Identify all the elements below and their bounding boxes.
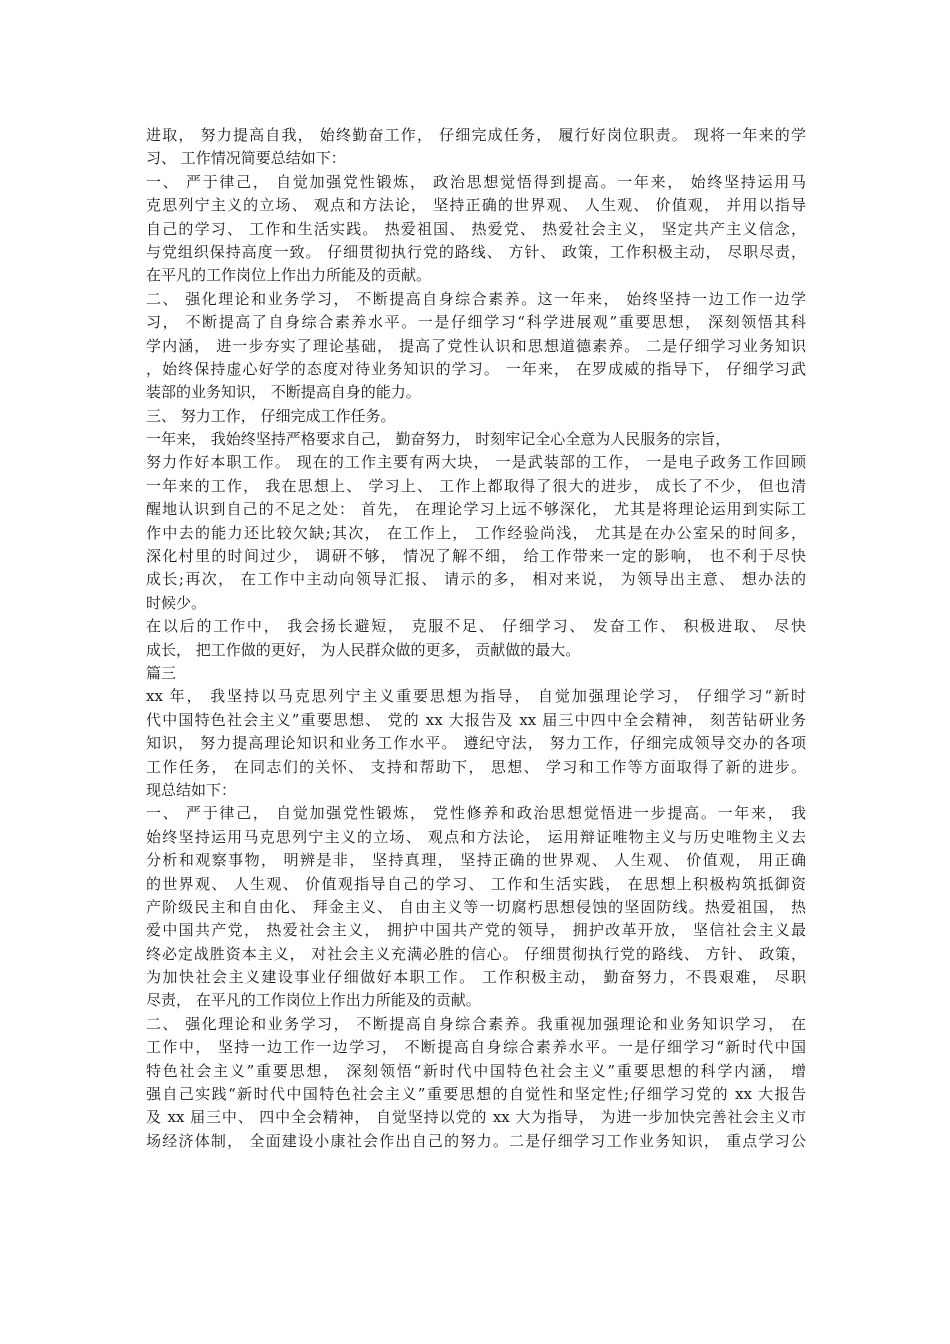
text-line: 工作任务， 在同志们的关怀、 支持和帮助下， 思想、 学习和工作等方面取得了新的进步。: [146, 757, 806, 776]
text-line: 克思列宁主义的立场、 观点和方法论， 坚持正确的世界观、 人生观、 价值观， 并用以指导: [146, 196, 806, 215]
text-line: 终必定战胜资本主义， 对社会主义充满必胜的信心。 仔细贯彻执行党的路线、 方针、 政策，: [146, 944, 806, 963]
text-line: 工作中， 坚持一边工作一边学习， 不断提高自身综合素养水平。一是仔细学习“新时代中国: [146, 1038, 806, 1057]
text-line: 二、 强化理论和业务学习， 不断提高自身综合素养。我重视加强理论和业务知识学习， 在: [146, 1014, 806, 1033]
text-line: 与党组织保持高度一致。 仔细贯彻执行党的路线、 方针、 政策，工作积极主动， 尽职尽责，: [146, 242, 806, 261]
text-line: 醒地认识到自己的不足之处： 首先， 在理论学习上远不够深化， 尤其是将理论运用到实际工: [146, 500, 806, 519]
text-line: 一、 严于律己， 自觉加强党性锻炼， 政治思想觉悟得到提高。一年来， 始终坚持运用马: [146, 172, 806, 191]
text-line: 现总结如下：: [146, 780, 237, 799]
text-line: 努力作好本职工作。 现在的工作主要有两大块， 一是武装部的工作， 一是电子政务工作回顾: [146, 453, 806, 472]
text-line: 学内涵， 进一步夯实了理论基础， 提高了党性认识和思想道德素养。 二是仔细学习业务知识: [146, 336, 806, 355]
text-line: 场经济体制， 全面建设小康社会作出自己的努力。二是仔细学习工作业务知识， 重点学习公: [146, 1131, 806, 1150]
text-line: 一年来， 我始终坚持严格要求自己， 勤奋努力， 时刻牢记全心全意为人民服务的宗旨，: [146, 430, 731, 449]
text-line: 分析和观察事物， 明辨是非， 坚持真理， 坚持正确的世界观、 人生观、 价值观， 用正确: [146, 851, 806, 870]
text-line: 爱中国共产党， 热爱社会主义， 拥护中国共产党的领导， 拥护改革开放， 坚信社会主义最: [146, 921, 806, 940]
text-line: 进取， 努力提高自我， 始终勤奋工作， 仔细完成任务， 履行好岗位职责。 现将一年来的学: [146, 126, 806, 144]
text-line: xx 年， 我坚持以马克思列宁主义重要思想为指导， 自觉加强理论学习， 仔细学习“新时: [146, 687, 806, 706]
text-line: 及 xx 届三中、 四中全会精神， 自觉坚持以党的 xx 大为指导， 为进一步加快完善社会主义市: [146, 1108, 806, 1127]
text-line: 产阶级民主和自由化、 拜金主义、 自由主义等一切腐朽思想侵蚀的坚固防线。热爱祖国， 热: [146, 897, 806, 916]
text-line: 成长， 把工作做的更好， 为人民群众做的更多， 贡献做的最大。: [146, 640, 581, 659]
text-line: 习， 不断提高了自身综合素养水平。一是仔细学习“科学进展观”重要思想， 深刻领悟其科: [146, 313, 806, 332]
text-line: 作中去的能力还比较欠缺;其次， 在工作上， 工作经验尚浅， 尤其是在办公室呆的时间多，: [146, 523, 806, 542]
text-line: 时候少。: [146, 593, 207, 612]
text-line: 知识， 努力提高理论知识和业务工作水平。 遵纪守法， 努力工作，仔细完成领导交办的各项: [146, 734, 806, 753]
text-line: 成长;再次， 在工作中主动向领导汇报、 请示的多， 相对来说， 为领导出主意、 想办法的: [146, 570, 806, 589]
text-line: 强自己实践“新时代中国特色社会主义”重要思想的自觉性和坚定性;仔细学习党的 xx 大报告: [146, 1085, 806, 1104]
text-line: 在平凡的工作岗位上作出力所能及的贡献。: [146, 266, 432, 285]
text-line: 一、 严于律己， 自觉加强党性锻炼， 党性修养和政治思想觉悟进一步提高。一年来， 我: [146, 804, 806, 823]
text-line: 代中国特色社会主义”重要思想、 党的 xx 大报告及 xx 届三中四中全会精神， 刻苦钻研业务: [146, 710, 806, 729]
text-line: 装部的业务知识， 不断提高自身的能力。: [146, 383, 421, 402]
text-line: 的世界观、 人生观、 价值观指导自己的学习、 工作和生活实践， 在思想上积极构筑抵御资: [146, 874, 806, 893]
text-line: 始终坚持运用马克思列宁主义的立场、 观点和方法论， 运用辩证唯物主义与历史唯物主义去: [146, 827, 806, 846]
text-line: ，始终保持虚心好学的态度对待业务知识的学习。 一年来， 在罗成威的指导下， 仔细学习武: [146, 359, 806, 378]
text-line: 自己的学习、 工作和生活实践。 热爱祖国、 热爱党、 热爱社会主义， 坚定共产主义信念，: [146, 219, 806, 238]
text-line: 三、 努力工作， 仔细完成工作任务。: [146, 406, 396, 425]
text-line: 一年来的工作， 我在思想上、 学习上、 工作上都取得了很大的进步， 成长了不少， 但也清: [146, 476, 806, 495]
document-body: [146, 124, 806, 1153]
text-line: 尽责， 在平凡的工作岗位上作出力所能及的贡献。: [146, 991, 481, 1010]
text-line: 习、 工作情况简要总结如下：: [146, 149, 346, 168]
text-line: 篇三: [146, 663, 177, 682]
text-line: 在以后的工作中， 我会扬长避短， 克服不足、 仔细学习、 发奋工作、 积极进取、 尽快: [146, 617, 806, 636]
text-line: 为加快社会主义建设事业仔细做好本职工作。 工作积极主动， 勤奋努力，不畏艰难， 尽职: [146, 968, 806, 987]
text-line: 二、 强化理论和业务学习， 不断提高自身综合素养。这一年来， 始终坚持一边工作一边学: [146, 289, 806, 308]
text-line: 特色社会主义”重要思想， 深刻领悟“新时代中国特色社会主义”重要思想的科学内涵， 增: [146, 1061, 806, 1080]
text-line: 深化村里的时间过少， 调研不够， 情况了解不细， 给工作带来一定的影响， 也不利于尽快: [146, 547, 806, 566]
